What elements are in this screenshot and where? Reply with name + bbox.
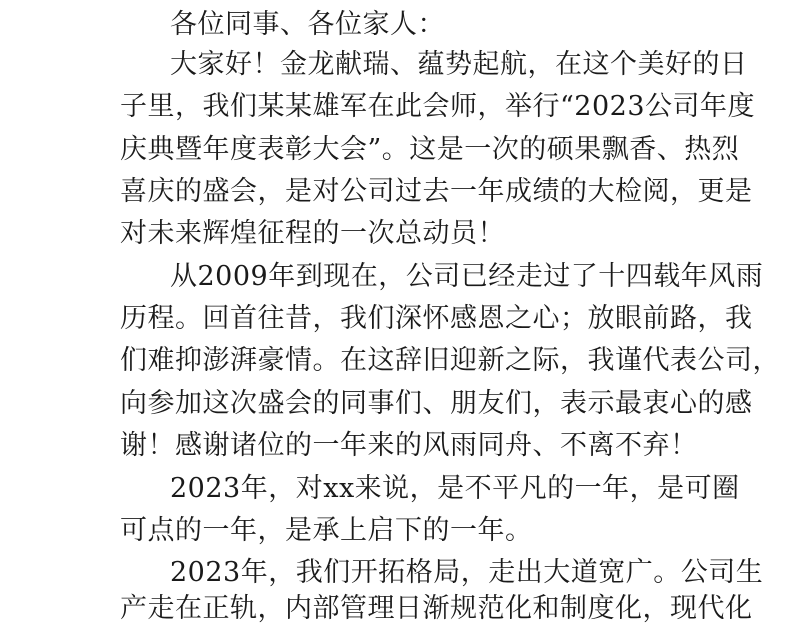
paragraph-line: 大家好！金龙献瑞、蕴势起航，在这个美好的日 — [170, 49, 748, 80]
paragraph-line: 2023年，对xx来说，是不平凡的一年，是可圈 — [170, 473, 740, 504]
paragraph-line: 从2009年到现在，公司已经走过了十四载年风雨 — [170, 261, 764, 292]
paragraph-line: 向参加这次盛会的同事们、朋友们，表示最衷心的感 — [120, 388, 753, 419]
paragraph-line: 们难抑澎湃豪情。在这辞旧迎新之际，我谨代表公司， — [120, 345, 780, 376]
paragraph-line: 子里，我们某某雄军在此会师，举行“2023公司年度 — [120, 91, 756, 122]
paragraph-line: 谢！感谢诸位的一年来的风雨同舟、不离不弃！ — [120, 430, 698, 461]
paragraph-line: 产走在正轨，内部管理日渐规范化和制度化，现代化 — [120, 593, 753, 624]
paragraph-line: 庆典暨年度表彰大会”。这是一次的硕果飘香、热烈 — [120, 134, 740, 165]
salutation: 各位同事、各位家人： — [170, 9, 445, 40]
paragraph-line: 历程。回首往昔，我们深怀感恩之心；放眼前路，我 — [120, 303, 753, 334]
paragraph-line: 可点的一年，是承上启下的一年。 — [120, 515, 533, 546]
paragraph-line: 对未来辉煌征程的一次总动员！ — [120, 218, 505, 249]
paragraph-line: 喜庆的盛会，是对公司过去一年成绩的大检阅，更是 — [120, 176, 753, 207]
paragraph-line: 2023年，我们开拓格局，走出大道宽广。公司生 — [170, 557, 764, 588]
